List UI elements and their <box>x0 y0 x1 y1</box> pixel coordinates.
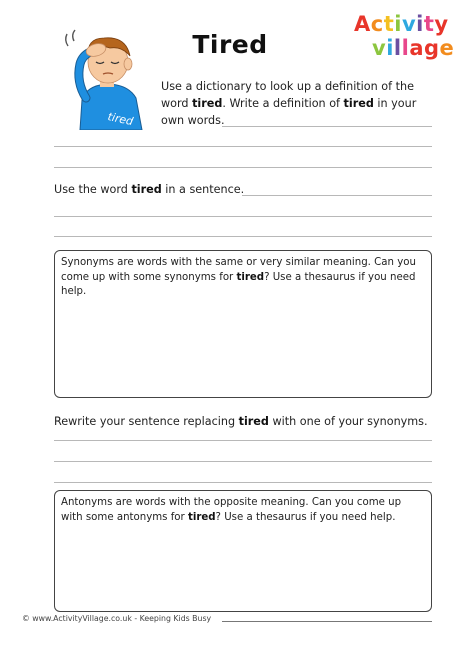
tired-boy-illustration <box>58 28 158 130</box>
writing-line[interactable] <box>54 236 432 237</box>
writing-line[interactable] <box>54 216 432 217</box>
writing-line[interactable] <box>242 195 432 196</box>
antonyms-prompt: Antonyms are words with the opposite meaning. Can you come up with some antonyms for tired? Use a thesaurus if you need help. <box>61 497 402 523</box>
logo-line-village <box>372 36 454 60</box>
logo-letter: v <box>401 12 417 36</box>
antonyms-box[interactable] <box>54 490 432 612</box>
page-title: Tired <box>192 30 268 59</box>
writing-line[interactable] <box>54 146 432 147</box>
logo-letter: i <box>416 12 424 36</box>
logo-letter: v <box>372 36 387 60</box>
logo-letter: t <box>423 12 435 36</box>
logo-letter: l <box>401 36 410 60</box>
tired-line-icon <box>73 30 75 41</box>
logo-letter: t <box>383 12 395 36</box>
synonyms-prompt: Synonyms are words with the same or very similar meaning. Can you come up with some synonyms for tired? Use a thesaurus if you need help. <box>61 257 416 297</box>
logo-letter: g <box>423 36 440 60</box>
writing-line[interactable] <box>54 482 432 483</box>
logo-letter: y <box>434 12 449 36</box>
footer-divider <box>222 621 432 622</box>
footer-credit: © www.ActivityVillage.co.uk - Keeping Kids Busy <box>22 614 212 623</box>
writing-line[interactable] <box>54 440 432 441</box>
synonyms-box[interactable] <box>54 250 432 398</box>
sentence-instruction: Use the word tired in a sentence. <box>54 183 245 196</box>
shirt-label: tired <box>106 110 135 129</box>
logo-letter: c <box>370 12 384 36</box>
logo-letter: l <box>393 36 402 60</box>
rewrite-instruction: Rewrite your sentence replacing tired with one of your synonyms. <box>54 415 428 428</box>
activity-village-logo <box>350 12 455 64</box>
logo-letter: A <box>354 12 371 36</box>
tired-line-icon <box>66 34 68 46</box>
logo-letter: i <box>394 12 402 36</box>
logo-line-activity <box>354 12 449 36</box>
logo-letter: e <box>439 36 455 60</box>
writing-line[interactable] <box>54 167 432 168</box>
logo-letter: i <box>386 36 394 60</box>
logo-letter: a <box>409 36 424 60</box>
writing-line[interactable] <box>54 461 432 462</box>
writing-line[interactable] <box>222 126 432 127</box>
definition-instruction: Use a dictionary to look up a definition of the word tired. Write a definition of tired in your own words. <box>161 80 417 127</box>
